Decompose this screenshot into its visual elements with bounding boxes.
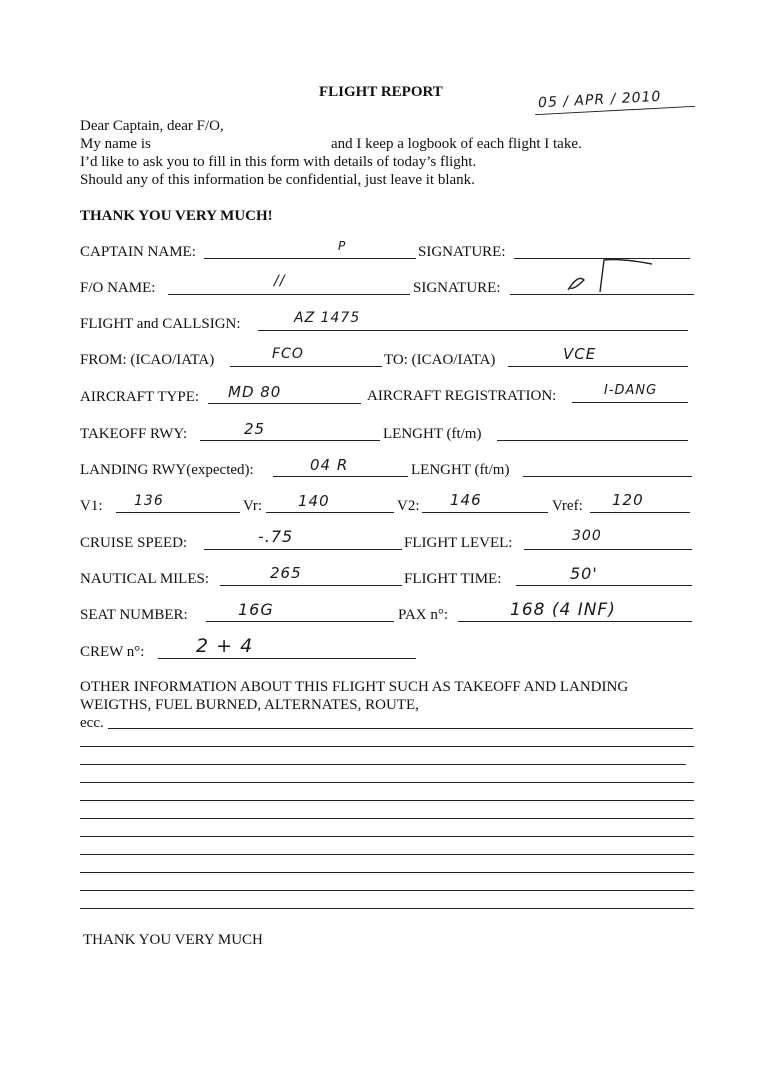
- fo-signature-label: SIGNATURE:: [413, 280, 501, 296]
- seat-number-label: SEAT NUMBER:: [80, 607, 188, 623]
- pax-line: [458, 621, 692, 622]
- flight-level-line: [524, 549, 692, 550]
- intro-line-3: I’d like to ask you to fill in this form with details of today’s flight.: [80, 154, 477, 170]
- flight-callsign-line: [258, 330, 688, 331]
- nautical-miles-value: 265: [270, 564, 302, 582]
- to-label: TO: (ICAO/IATA): [384, 352, 496, 368]
- flight-time-value: 50': [570, 564, 598, 583]
- blank-line: [80, 818, 694, 819]
- takeoff-rwy-value: 25: [244, 420, 266, 438]
- takeoff-length-label: LENGHT (ft/m): [383, 426, 482, 442]
- blank-line: [80, 764, 686, 765]
- takeoff-length-line: [497, 440, 688, 441]
- landing-rwy-label: LANDING RWY(expected):: [80, 462, 254, 478]
- fo-name-value: //: [274, 273, 286, 289]
- nautical-miles-label: NAUTICAL MILES:: [80, 571, 210, 587]
- cruise-speed-line: [204, 549, 402, 550]
- pax-label: PAX n°:: [398, 607, 449, 623]
- v1-line: [116, 512, 240, 513]
- fo-name-label: F/O NAME:: [80, 280, 156, 296]
- v2-line: [422, 512, 548, 513]
- seat-number-line: [206, 621, 394, 622]
- blank-line: [80, 908, 694, 909]
- other-info-line-3: ecc.: [80, 715, 104, 731]
- aircraft-type-value: MD 80: [228, 383, 282, 401]
- from-label: FROM: (ICAO/IATA): [80, 352, 215, 368]
- other-info-line-2: WEIGTHS, FUEL BURNED, ALTERNATES, ROUTE,: [80, 697, 419, 713]
- other-info-line-1: OTHER INFORMATION ABOUT THIS FLIGHT SUCH AS TAKEOFF AND LANDING: [80, 679, 629, 695]
- vr-value: 140: [298, 492, 330, 510]
- thanks-bold: THANK YOU VERY MUCH!: [80, 208, 273, 224]
- aircraft-type-label: AIRCRAFT TYPE:: [80, 389, 200, 405]
- blank-line: [80, 854, 694, 855]
- crew-line: [158, 658, 416, 659]
- aircraft-registration-label: AIRCRAFT REGISTRATION:: [367, 388, 557, 404]
- pax-value: 168 (4 INF): [510, 600, 616, 620]
- landing-rwy-value: 04 R: [310, 456, 349, 474]
- vref-value: 120: [612, 491, 644, 509]
- to-value: VCE: [563, 345, 597, 363]
- v2-value: 146: [450, 491, 482, 509]
- captain-name-label: CAPTAIN NAME:: [80, 244, 196, 260]
- landing-rwy-line: [273, 476, 408, 477]
- captain-name-line: [204, 258, 416, 259]
- flight-level-label: FLIGHT LEVEL:: [404, 535, 513, 551]
- vref-label: Vref:: [552, 498, 583, 514]
- handwritten-date: 05 / APR / 2010: [537, 88, 662, 112]
- fo-name-line: [168, 294, 410, 295]
- blank-line: [80, 836, 694, 837]
- footer-thanks: THANK YOU VERY MUCH: [83, 932, 263, 948]
- takeoff-rwy-label: TAKEOFF RWY:: [80, 426, 188, 442]
- blank-line: [80, 800, 694, 801]
- takeoff-rwy-line: [200, 440, 380, 441]
- flight-callsign-label: FLIGHT and CALLSIGN:: [80, 316, 241, 332]
- captain-name-value: P: [338, 239, 347, 253]
- intro-line-2b: and I keep a logbook of each flight I take.: [331, 136, 582, 152]
- v1-value: 136: [134, 493, 164, 509]
- aircraft-type-line: [208, 403, 361, 404]
- blank-line: [80, 890, 694, 891]
- captain-signature-label: SIGNATURE:: [418, 244, 506, 260]
- aircraft-registration-value: I-DANG: [604, 383, 658, 398]
- flight-callsign-value: AZ 1475: [294, 310, 361, 326]
- blank-line: [80, 872, 694, 873]
- flight-time-line: [516, 585, 692, 586]
- vref-line: [590, 512, 690, 513]
- vr-line: [266, 512, 394, 513]
- intro-line-4: Should any of this information be confidential, just leave it blank.: [80, 172, 475, 188]
- nautical-miles-line: [220, 585, 402, 586]
- blank-line: [80, 746, 694, 747]
- flight-level-value: 300: [572, 528, 602, 544]
- landing-length-label: LENGHT (ft/m): [411, 462, 510, 478]
- v1-label: V1:: [80, 498, 103, 514]
- blank-line: [80, 782, 694, 783]
- to-line: [508, 366, 688, 367]
- page-title: FLIGHT REPORT: [319, 84, 443, 100]
- landing-length-line: [523, 476, 692, 477]
- flight-time-label: FLIGHT TIME:: [404, 571, 502, 587]
- aircraft-registration-line: [572, 402, 688, 403]
- seat-number-value: 16G: [238, 600, 274, 619]
- from-line: [230, 366, 382, 367]
- vr-label: Vr:: [243, 498, 263, 514]
- crew-value: 2 + 4: [196, 635, 254, 657]
- intro-line-2a: My name is: [80, 136, 151, 152]
- from-value: FCO: [272, 346, 304, 362]
- cruise-speed-value: -.75: [258, 527, 294, 546]
- signature-scribble-icon: [560, 256, 660, 296]
- intro-line-1: Dear Captain, dear F/O,: [80, 118, 224, 134]
- v2-label: V2:: [397, 498, 420, 514]
- other-info-line: [108, 728, 693, 729]
- cruise-speed-label: CRUISE SPEED:: [80, 535, 188, 551]
- crew-label: CREW n°:: [80, 644, 145, 660]
